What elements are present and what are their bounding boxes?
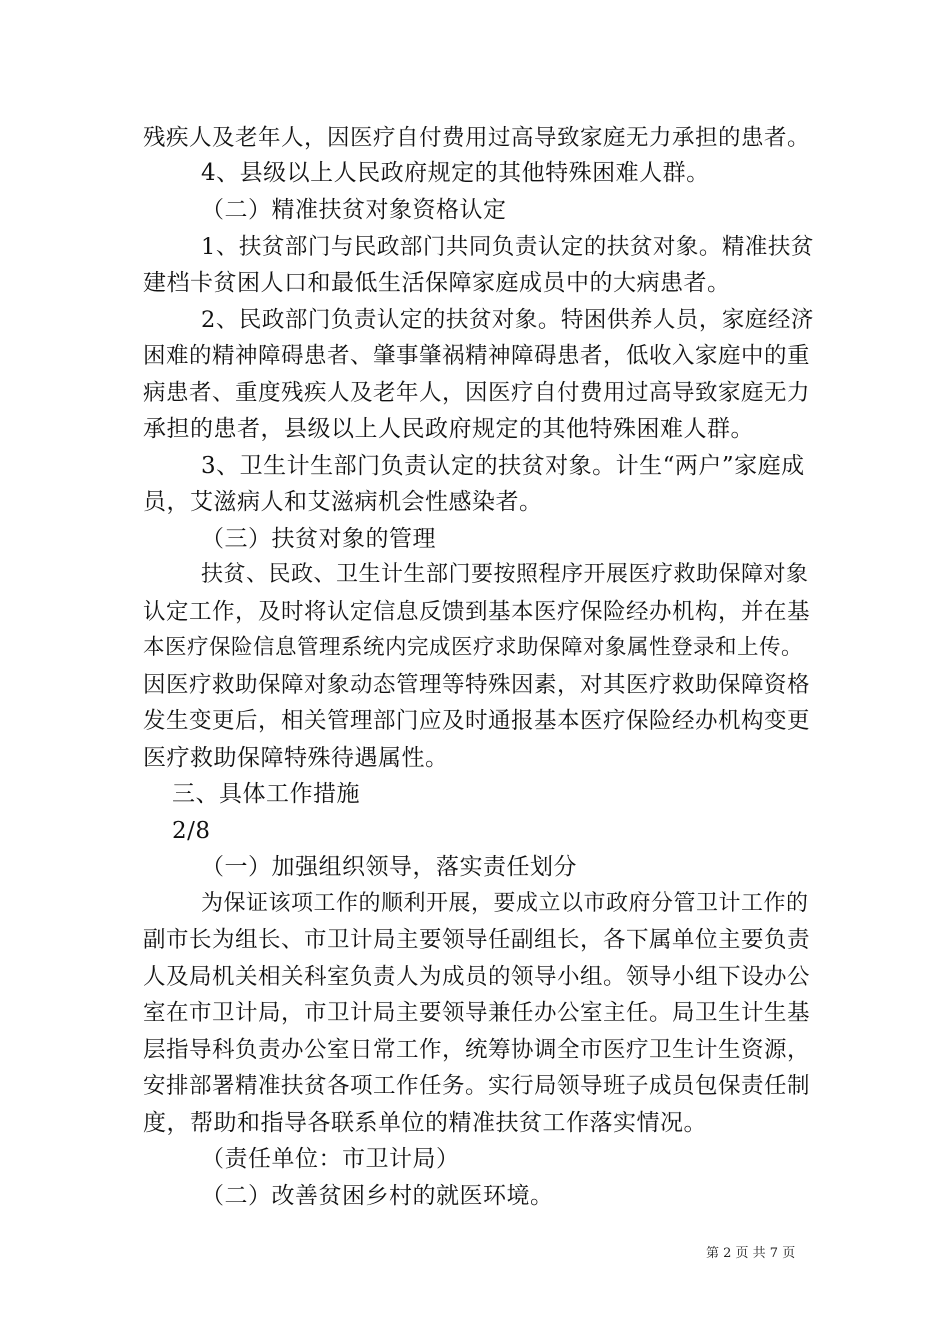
text-line: 扶贫、民政、卫生计生部门要按照程序开展医疗救助保障对象 — [201, 562, 809, 587]
page-marker: 2/8 — [172, 818, 211, 844]
text-line: 度，帮助和指导各联系单位的精准扶贫工作落实情况。 — [143, 1110, 707, 1136]
text-line: 员，艾滋病人和艾滋病机会性感染者。 — [143, 489, 543, 515]
text-line: 本医疗保险信息管理系统内完成医疗求助保障对象属性登录和上传。 — [143, 635, 804, 660]
text-line: 医疗救助保障特殊待遇属性。 — [143, 745, 449, 771]
text-line: 2、民政部门负责认定的扶贫对象。特困供养人员，家庭经济 — [201, 307, 814, 333]
section-heading: 三、具体工作措施 — [172, 781, 360, 807]
text-line: 室在市卫计局，市卫计局主要领导兼任办公室主任。局卫生计生基 — [143, 1000, 811, 1026]
section-heading: （一）加强组织领导，落实责任划分 — [201, 854, 577, 880]
text-line: 认定工作，及时将认定信息反馈到基本医疗保险经办机构，并在基 — [143, 599, 811, 625]
text-line: 4、县级以上人民政府规定的其他特殊困难人群。 — [201, 160, 710, 186]
text-line: 1、扶贫部门与民政部门共同负责认定的扶贫对象。精准扶贫 — [201, 234, 814, 260]
text-line: 安排部署精准扶贫各项工作任务。实行局领导班子成员包保责任制 — [143, 1073, 811, 1099]
text-line: 困难的精神障碍患者、肇事肇祸精神障碍患者，低收入家庭中的重 — [143, 343, 811, 369]
text-line: 人及局机关相关科室负责人为成员的领导小组。领导小组下设办公 — [143, 964, 811, 990]
text-line: 因医疗救助保障对象动态管理等特殊因素，对其医疗救助保障资格 — [143, 672, 811, 698]
section-heading: （二）精准扶贫对象资格认定 — [201, 197, 507, 223]
text-line: 3、卫生计生部门负责认定的扶贫对象。计生“两户”家庭成 — [201, 453, 805, 479]
text-line: （责任单位：市卫计局） — [201, 1146, 460, 1172]
text-line: 残疾人及老年人，因医疗自付费用过高导致家庭无力承担的患者。 — [143, 125, 811, 151]
section-heading: （二）改善贫困乡村的就医环境。 — [201, 1183, 554, 1209]
text-line: 承担的患者，县级以上人民政府规定的其他特殊困难人群。 — [143, 416, 754, 442]
text-line: 为保证该项工作的顺利开展，要成立以市政府分管卫计工作的 — [201, 891, 809, 916]
text-line: 建档卡贫困人口和最低生活保障家庭成员中的大病患者。 — [143, 270, 731, 296]
text-line: 层指导科负责办公室日常工作，统筹协调全市医疗卫生计生资源， — [143, 1037, 811, 1063]
text-line: 病患者、重度残疾人及老年人，因医疗自付费用过高导致家庭无力 — [143, 380, 811, 406]
page-number-footer: 第 2 页 共 7 页 — [706, 1246, 796, 1261]
section-heading: （三）扶贫对象的管理 — [201, 526, 436, 552]
text-line: 副市长为组长、市卫计局主要领导任副组长，各下属单位主要负责 — [143, 927, 811, 953]
text-line: 发生变更后，相关管理部门应及时通报基本医疗保险经办机构变更 — [143, 708, 811, 734]
